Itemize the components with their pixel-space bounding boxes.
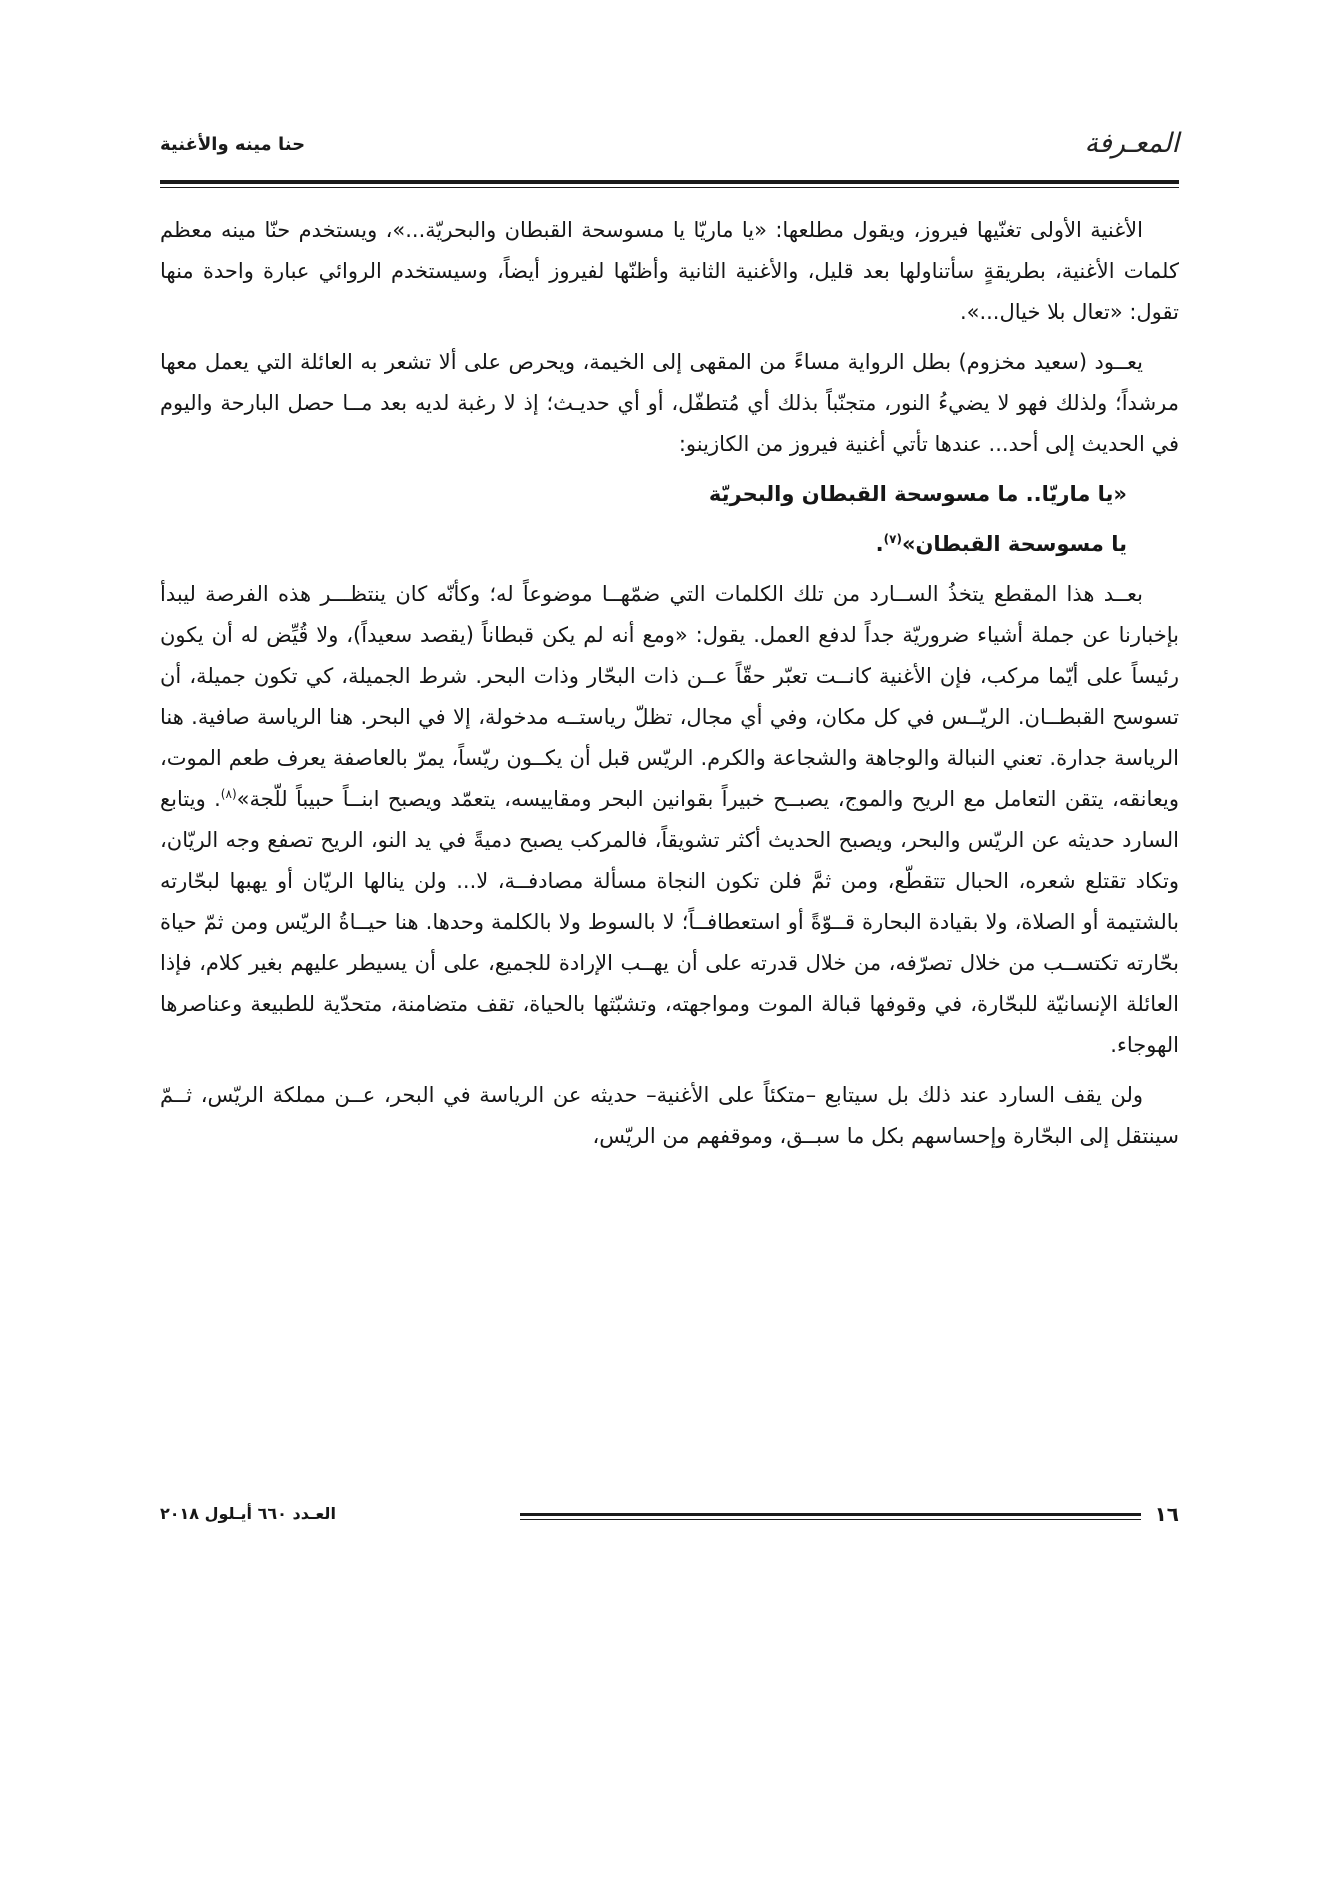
paragraph-2: يعــود (سعيد مخزوم) بطل الرواية مساءً من المقهى إلى الخيمة، ويحرص على ألا تشعر به العائلة التي يعمل معها مرشداً؛ ولذلك فهو لا يضيءُ النور، متجنّباً بذلك أي مُتطفّل، أو أي حديـث؛ إذ لا رغبة لديه بعد مــا حصل البارحة واليوم في الحديث إلى أحد... عندها تأتي أغنية فيروز من الكازينو: [160,350,1179,456]
footnote-ref-7: (٧) [883,532,902,546]
magazine-logo: المعـرفة [1084,128,1179,159]
paragraph-3-part-a: بعــد هذا المقطع يتخذُ الســارد من تلك الكلمات التي ضمّهــا موضوعاً له؛ وكأنّه كان ينتظـــر هذه الفرصة ليبدأ بإخبارنا عن جملة أشياء ضروريّة جداً لدفع العمل. يقول: «ومع أنه لم يكن قبطاناً (يقصد سعيداً)، ولا قُيِّض له أن يكون رئيساً على أيّما مركب، فإن الأغنية كانــت تعبّر حقّاً عــن ذات البحّار وذات البحر. شرط الجميلة، كي تكون جميلة، أن تسوسح القبطــان. الريّــس في كل مكان، وفي أي مجال، تظلّ رياستــه مدخولة، إلا في البحر. هنا الرياسة صافية. هنا الرياسة جدارة. تعني النبالة والوجاهة والشجاعة والكرم. الريّس قبل أن يكــون ريّساً، يمرّ بالعاصفة يعرف طعم الموت، ويعانقه، يتقن التعامل مع الريح والموج، يصبــح خبيراً بقوانين البحر ومقاييسه، يتعمّد ويصبح ابنــاً حبيباً للّجة» [160,582,1179,811]
page-header [160,128,1179,172]
footer-rule-thin [520,1519,1141,1520]
paragraph-3 [160,574,1179,1066]
article-body [160,210,1179,1166]
footer-rule-thick [520,1513,1141,1516]
page-footer [160,1502,1179,1532]
page-number: ١٦ [1154,1502,1179,1526]
issue-info: العـدد ٦٦٠ أيـلول ٢٠١٨ [160,1504,336,1523]
song-verse-1: «يا ماريّا.. ما مسوسحة القبطان والبحريّة [708,482,1127,506]
paragraph-3-part-b: . ويتابع السارد حديثه عن الريّس والبحر، ويصبح الحديث أكثر تشويقاً، فالمركب يصبح دميةً في يد النو، الريح تصفع وجه الريّان، وتكاد تقتلع شعره، الحبال تتقطّع، ومن ثمَّ فلن تكون النجاة مسألة مصادفــة، لا... ولن ينالها الريّان أو يهبها لبحّارته بالشتيمة أو الصلاة، ولا بقيادة البحارة قــوّةً أو استعطافــاً؛ لا بالسوط ولا بالكلمة وحدها. هنا حيــاةُ الريّس ومن ثمّ حياة بحّارته تكتســب من خلال تصرّفه، من خلال قدرته على أن يهــب الإرادة للجميع، على أن يسيطر عليهم بغير كلام، فإذا العائلة الإنسانيّة للبحّارة، في وقوفها قبالة الموت ومواجهته، وتشبّثها بالحياة، تقف متضامنة، متحدّية للطبيعة وعناصرها الهوجاء. [160,787,1179,1057]
running-title: حنا مينه والأغنية [160,134,306,155]
song-verse-2-text: يا مسوسحة القبطان» [901,532,1127,556]
footnote-ref-8: (٨) [220,787,237,801]
paragraph-4: ولن يقف السارد عند ذلك بل سيتابع –متكئاً على الأغنية– حديثه عن الرياسة في البحر، عــن مملكة الريّس، ثــمّ سينتقل إلى البحّارة وإحساسهم بكل ما سبــق، وموقفهم من الريّس، [160,1083,1179,1148]
paragraph-1: الأغنية الأولى تغنّيها فيروز، ويقول مطلعها: «يا ماريّا يا مسوسحة القبطان والبحريّة...»، ويستخدم حنّا مينه معظم كلمات الأغنية، بطريقةٍ سأتناولها بعد قليل، والأغنية الثانية وأظنّها لفيروز أيضاً، وسيستخدم الروائي عبارة واحدة منها تقول: «تعال بلا خيال...». [160,218,1179,324]
header-rule-thick [160,180,1179,184]
header-rule-thin [160,187,1179,188]
song-verse-2: يا مسوسحة القبطان»$^{(٧)}$. [875,532,1127,556]
